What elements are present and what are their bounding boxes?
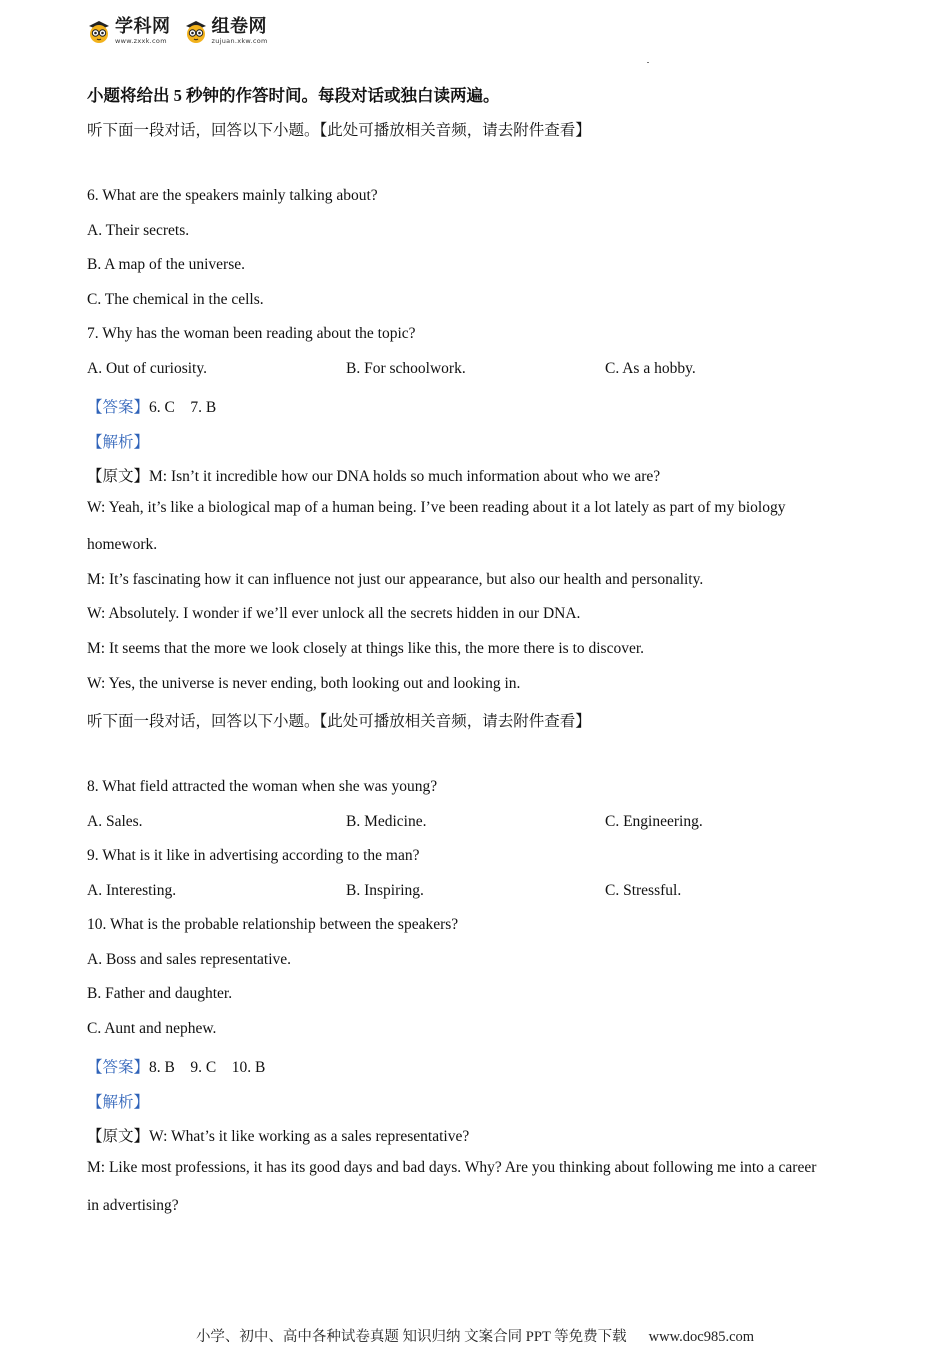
transcript-text: W: What’s it like working as a sales representative?: [149, 1128, 470, 1145]
question-8-stem: 8. What field attracted the woman when she was young?: [87, 778, 438, 795]
question-8-option-c: C. Engineering.: [605, 813, 703, 830]
owl-mascot-icon: [86, 18, 112, 44]
answer-block-2: [87, 1055, 265, 1077]
question-9-option-a: A. Interesting.: [87, 882, 177, 899]
question-8-option-b: B. Medicine.: [346, 813, 427, 830]
question-10-option-c: C. Aunt and nephew.: [87, 1020, 217, 1037]
listen-prompt-1: 听下面一段对话，回答以下小题。【此处可播放相关音频，请去附件查看】: [87, 122, 591, 139]
logo-zujuanwang: [183, 15, 268, 45]
logo-xuekewang: [86, 15, 171, 45]
transcript-label: 【原文】: [87, 468, 150, 485]
footer-url[interactable]: www.doc985.com: [648, 1329, 755, 1345]
question-6-option-c: C. The chemical in the cells.: [87, 291, 264, 308]
transcript-2-line-1: [87, 1124, 469, 1146]
transcript-1-line-1: [87, 464, 660, 486]
logo2-url: zujuan.xkw.com: [211, 36, 268, 45]
listen-prompt-2: 听下面一段对话，回答以下小题。【此处可播放相关音频，请去附件查看】: [87, 713, 591, 730]
transcript-1-line-2: W: Yeah, it’s like a biological map of a human being. I’ve been reading about it a lot lately as part of my biology: [87, 499, 786, 516]
stray-mark: [647, 62, 649, 63]
transcript-1-line-5: M: It seems that the more we look closely at things like this, the more there is to discover.: [87, 640, 645, 657]
transcript-label: 【原文】: [87, 1128, 150, 1145]
answer-label: 【答案】: [87, 399, 150, 416]
header-logos: [86, 14, 268, 48]
question-9-option-b: B. Inspiring.: [346, 882, 424, 899]
section-intro: 小题将给出 5 秒钟的作答时间。每段对话或独白读两遍。: [87, 86, 500, 105]
transcript-1-line-3: M: It’s fascinating how it can influence not just our appearance, but also our health and personality.: [87, 571, 704, 588]
logo1-url: www.zxxk.com: [115, 36, 167, 45]
question-8-option-a: A. Sales.: [87, 813, 143, 830]
answer-label: 【答案】: [87, 1059, 150, 1076]
logo1-name: 学科网: [115, 15, 171, 37]
question-7-option-c: C. As a hobby.: [605, 360, 696, 377]
transcript-2-line-2-cont: in advertising?: [87, 1197, 179, 1214]
analysis-label-2: 【解析】: [87, 1094, 150, 1111]
question-10-stem: 10. What is the probable relationship between the speakers?: [87, 916, 459, 933]
transcript-2-line-2: M: Like most professions, it has its good days and bad days. Why? Are you thinking about following me into a career: [87, 1159, 817, 1176]
page-footer: [0, 1325, 950, 1346]
transcript-1-line-6: W: Yes, the universe is never ending, both looking out and looking in.: [87, 675, 521, 692]
question-6-stem: 6. What are the speakers mainly talking about?: [87, 187, 378, 204]
question-6-option-b: B. A map of the universe.: [87, 256, 245, 273]
question-7-option-a: A. Out of curiosity.: [87, 360, 207, 377]
answer-value: 8. B 9. C 10. B: [149, 1059, 266, 1076]
question-7-option-b: B. For schoolwork.: [346, 360, 466, 377]
analysis-label-1: 【解析】: [87, 434, 150, 451]
question-6-option-a: A. Their secrets.: [87, 222, 190, 239]
transcript-1-line-2-cont: homework.: [87, 536, 158, 553]
transcript-text: M: Isn’t it incredible how our DNA holds so much information about who we are?: [149, 468, 661, 485]
answer-block-1: [87, 395, 216, 417]
question-7-stem: 7. Why has the woman been reading about the topic?: [87, 325, 416, 342]
transcript-1-line-4: W: Absolutely. I wonder if we’ll ever unlock all the secrets hidden in our DNA.: [87, 605, 581, 622]
footer-text: 小学、初中、高中各种试卷真题 知识归纳 文案合同 PPT 等免费下载: [195, 1329, 627, 1345]
logo2-name: 组卷网: [211, 15, 267, 37]
question-10-option-b: B. Father and daughter.: [87, 985, 233, 1002]
answer-value: 6. C 7. B: [149, 399, 217, 416]
question-9-stem: 9. What is it like in advertising according to the man?: [87, 847, 420, 864]
owl-mascot-icon: [183, 18, 209, 44]
question-9-option-c: C. Stressful.: [605, 882, 682, 899]
question-10-option-a: A. Boss and sales representative.: [87, 951, 292, 968]
